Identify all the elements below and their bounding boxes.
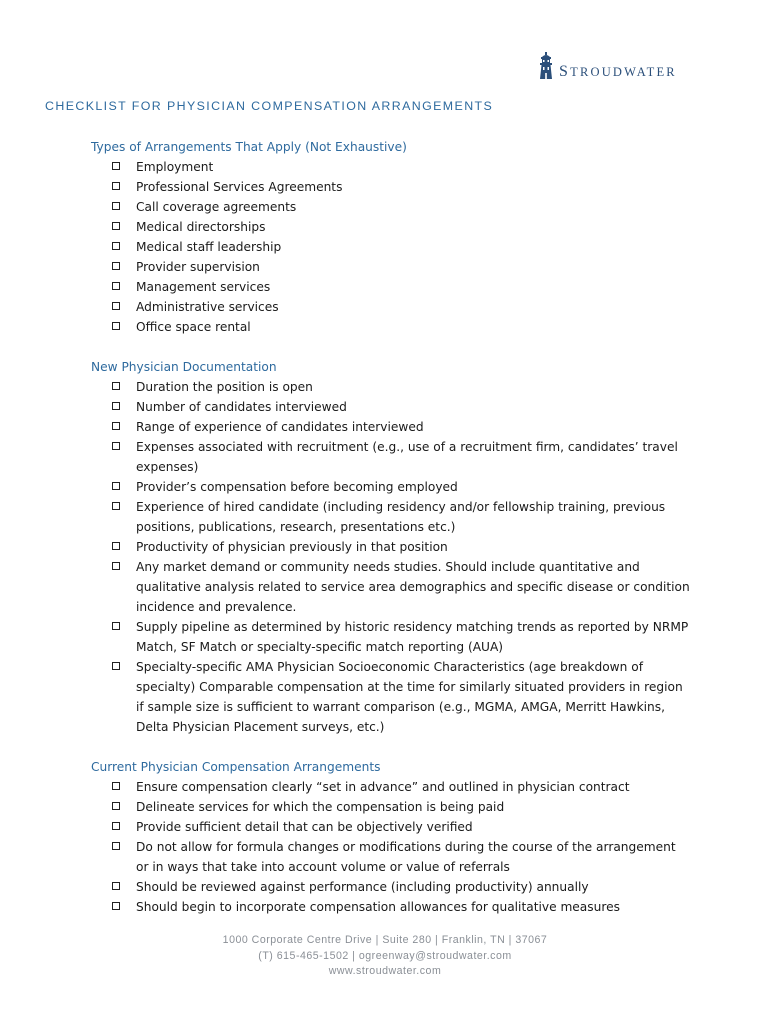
page-title: CHECKLIST FOR PHYSICIAN COMPENSATION ARRANGEMENTS <box>45 99 494 113</box>
checklist-item: Employment <box>91 157 691 177</box>
checklist-item: Professional Services Agreements <box>91 177 691 197</box>
section-arrangement-types <box>91 137 691 337</box>
checkbox-icon <box>112 182 120 190</box>
checkbox-icon <box>112 562 120 570</box>
checklist <box>91 377 691 737</box>
checklist-item: Provider’s compensation before becoming employed <box>91 477 691 497</box>
footer-contact: (T) 615-465-1502 | ogreenway@stroudwater.com <box>258 949 512 962</box>
checklist <box>91 777 691 917</box>
checklist-item: Should begin to incorporate compensation allowances for qualitative measures <box>91 897 691 917</box>
company-logo <box>537 50 677 80</box>
checkbox-icon <box>112 382 120 390</box>
section-heading: New Physician Documentation <box>91 360 277 374</box>
logo-wordmark: STROUDWATER <box>559 63 677 80</box>
footer-website: www.stroudwater.com <box>328 965 442 977</box>
checkbox-icon <box>112 622 120 630</box>
checklist-item: Do not allow for formula changes or modifications during the course of the arrangement or in ways that take into account volume or value of referrals <box>91 837 691 877</box>
footer-address: 1000 Corporate Centre Drive | Suite 280 | Franklin, TN | 37067 <box>222 934 548 946</box>
checklist-item: Medical directorships <box>91 217 691 237</box>
checkbox-icon <box>112 782 120 790</box>
checklist-item: Should be reviewed against performance (including productivity) annually <box>91 877 691 897</box>
checklist-item: Administrative services <box>91 297 691 317</box>
checklist-item: Delineate services for which the compensation is being paid <box>91 797 691 817</box>
checklist-item: Provide sufficient detail that can be objectively verified <box>91 817 691 837</box>
page-footer <box>0 933 770 980</box>
checklist-item: Productivity of physician previously in that position <box>91 537 691 557</box>
checkbox-icon <box>112 882 120 890</box>
checklist-item: Management services <box>91 277 691 297</box>
section-new-physician-documentation <box>91 357 691 737</box>
checkbox-icon <box>112 322 120 330</box>
checkbox-icon <box>112 242 120 250</box>
checkbox-icon <box>112 842 120 850</box>
checkbox-icon <box>112 902 120 910</box>
checklist-item: Experience of hired candidate (including residency and/or fellowship training, previous positions, publications, research, presentations etc.) <box>91 497 691 537</box>
checklist-item: Medical staff leadership <box>91 237 691 257</box>
section-heading: Types of Arrangements That Apply (Not Exhaustive) <box>91 140 407 154</box>
checklist-item: Call coverage agreements <box>91 197 691 217</box>
checkbox-icon <box>112 802 120 810</box>
checklist-content <box>91 137 691 937</box>
checkbox-icon <box>112 482 120 490</box>
lighthouse-icon <box>537 52 555 80</box>
checklist-item: Number of candidates interviewed <box>91 397 691 417</box>
checklist-item: Range of experience of candidates interviewed <box>91 417 691 437</box>
checkbox-icon <box>112 542 120 550</box>
checklist-item: Supply pipeline as determined by historic residency matching trends as reported by NRMP Match, SF Match or specialty-specific match reporting (AUA) <box>91 617 691 657</box>
checkbox-icon <box>112 402 120 410</box>
checklist-item: Provider supervision <box>91 257 691 277</box>
checklist-item: Duration the position is open <box>91 377 691 397</box>
checklist-item: Ensure compensation clearly “set in advance” and outlined in physician contract <box>91 777 691 797</box>
checkbox-icon <box>112 822 120 830</box>
checklist-item: Specialty-specific AMA Physician Socioeconomic Characteristics (age breakdown of specialty) Comparable compensation at the time for similarly situated providers in region if sample size is sufficient to warrant comparison (e.g., MGMA, AMGA, Merritt Hawkins, Delta Physician Placement surveys, etc.) <box>91 657 691 737</box>
checklist-item: Any market demand or community needs studies. Should include quantitative and qualitative analysis related to service area demographics and specific disease or condition incidence and prevalence. <box>91 557 691 617</box>
checklist <box>91 157 691 337</box>
checkbox-icon <box>112 202 120 210</box>
checkbox-icon <box>112 442 120 450</box>
checkbox-icon <box>112 222 120 230</box>
checkbox-icon <box>112 502 120 510</box>
checkbox-icon <box>112 162 120 170</box>
checkbox-icon <box>112 262 120 270</box>
checkbox-icon <box>112 282 120 290</box>
checklist-item: Expenses associated with recruitment (e.g., use of a recruitment firm, candidates’ travel expenses) <box>91 437 691 477</box>
checkbox-icon <box>112 662 120 670</box>
checklist-item: Office space rental <box>91 317 691 337</box>
section-current-compensation <box>91 757 691 917</box>
checkbox-icon <box>112 422 120 430</box>
checkbox-icon <box>112 302 120 310</box>
section-heading: Current Physician Compensation Arrangements <box>91 760 381 774</box>
